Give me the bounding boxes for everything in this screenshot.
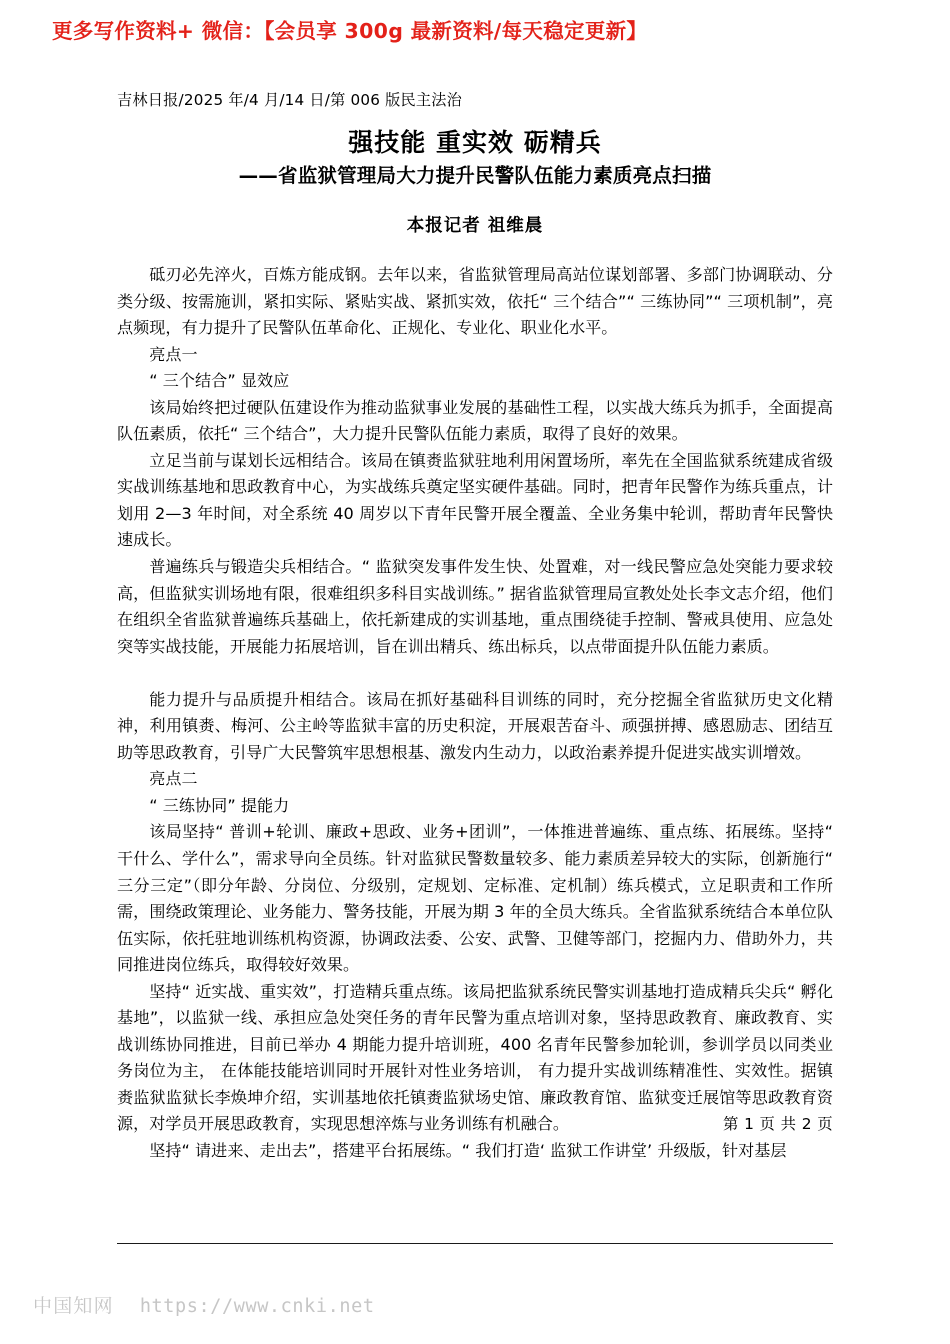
section-heading-one: “ 三个结合” 显效应 [149, 371, 290, 391]
cnki-watermark [33, 1291, 375, 1318]
paragraph: 能力提升与品质提升相结合。该局在抓好基础科目训练的同时，充分挖掘全省监狱历史文化精神，利用镇赉、梅河、公主岭等监狱丰富的历史积淀，开展艰苦奋斗、顽强拼搏、感恩励志、团结互助等思政教育，引导广大民警筑牢思想根基、激发内生动力，以政治素养提升促进实战实训增效。 [117, 689, 833, 762]
cnki-site-name: 中国知网 [33, 1295, 114, 1317]
section-heading-two: “ 三练协同” 提能力 [149, 795, 290, 815]
paragraph: 砥刃必先淬火，百炼方能成钢。去年以来，省监狱管理局高站位谋划部署、多部门协调联动、分类分级、按需施训，紧扣实际、紧贴实战、紧抓实效，依托“ 三个结合”“ 三练协同”“ 三项机制”，亮点频现，有力提升了民警队伍革命化、正规化、专业化、职业化水平。 [117, 265, 833, 338]
paragraph: 坚持“ 近实战、重实效”，打造精兵重点练。该局把监狱系统民警实训基地打造成精兵尖兵“ 孵化基地”，以监狱一线、承担应急处突任务的青年民警为重点培训对象，坚持思政教育、廉政教育、实战训练协同推进，目前已举办 4 期能力提升培训班，400 名青年民警参加轮训，参训学员以同类业务岗位为主， 在体能技能培训同时开展针对性业务培训， 有力提升实战训练精准性、实效性。据镇赉监狱监狱长李焕坤介绍，实训基地依托镇赉监狱场史馆、廉政教育馆、监狱变迁展馆等思政教育资源，对学员开展思政教育，实现思想淬炼与业务训练有机融合。 [117, 981, 833, 1134]
section-marker-two: 亮点二 [149, 769, 198, 789]
promo-banner-text: 更多写作资料+ 微信：【会员享 300g 最新资料/每天稳定更新】 [52, 19, 648, 43]
article-byline: 本报记者 祖维晨 [406, 216, 544, 236]
section-marker-one: 亮点一 [149, 344, 198, 364]
paragraph: 该局始终把过硬队伍建设作为推动监狱事业发展的基础性工程，以实战大练兵为抓手，全面提高队伍素质，依托“ 三个结合”，大力提升民警队伍能力素质，取得了良好的效果。 [117, 397, 833, 444]
article-body [117, 262, 833, 1165]
paragraph: 普遍练兵与锻造尖兵相结合。“ 监狱突发事件发生快、处置难，对一线民警应急处突能力要求较高，但监狱实训场地有限，很难组织多科目实战训练。” 据省监狱管理局宣教处处长李文志介绍，他们在组织全省监狱普遍练兵基础上，依托新建成的实训基地，重点围绕徒手控制、警戒具使用、应急处突等实战技能，开展能力拓展培训，旨在训出精兵、练出标兵，以点带面提升队伍能力素质。 [117, 557, 833, 656]
document-content [117, 88, 833, 1165]
source-citation: 吉林日报/2025 年/4 月/14 日/第 006 版民主法治 [117, 91, 463, 109]
page-subtitle: ——省监狱管理局大力提升民警队伍能力素质亮点扫描 [238, 164, 712, 187]
paragraph: 立足当前与谋划长远相结合。该局在镇赉监狱驻地利用闲置场所，率先在全国监狱系统建成省级实战训练基地和思政教育中心，为实战练兵奠定坚实硬件基础。同时，把青年民警作为练兵重点，计划用 2—3 年时间，对全系统 40 周岁以下青年民警开展全覆盖、全业务集中轮训，帮助青年民警快速成长。 [117, 450, 833, 550]
paragraph: 该局坚持“ 普训+轮训、廉政+思政、业务+团训”，一体推进普遍练、重点练、拓展练。坚持“ 干什么、学什么”，需求导向全员练。针对监狱民警数量较多、能力素质差异较大的实际，创新施行“ 三分三定”（即分年龄、分岗位、分级别，定规划、定标准、定机制）练兵模式，立足职责和工作所需，围绕政策理论、业务能力、警务技能，开展为期 3 年的全员大练兵。全省监狱系统结合本单位队伍实际，依托驻地训练机构资源，协调政法委、公安、武警、卫健等部门，挖掘内力、借助外力，共同推进岗位练兵，取得较好效果。 [117, 822, 833, 975]
cnki-url[interactable]: https://www.cnki.net [139, 1296, 375, 1317]
footer-divider [117, 1243, 833, 1244]
paragraph: 坚持“ 请进来、走出去”，搭建平台拓展练。“ 我们打造‘ 监狱工作讲堂’ 升级版，针对基层 [149, 1141, 787, 1160]
page-number: 第 1 页 共 2 页 [722, 1115, 833, 1133]
page-title: 强技能 重实效 砺精兵 [348, 128, 602, 157]
